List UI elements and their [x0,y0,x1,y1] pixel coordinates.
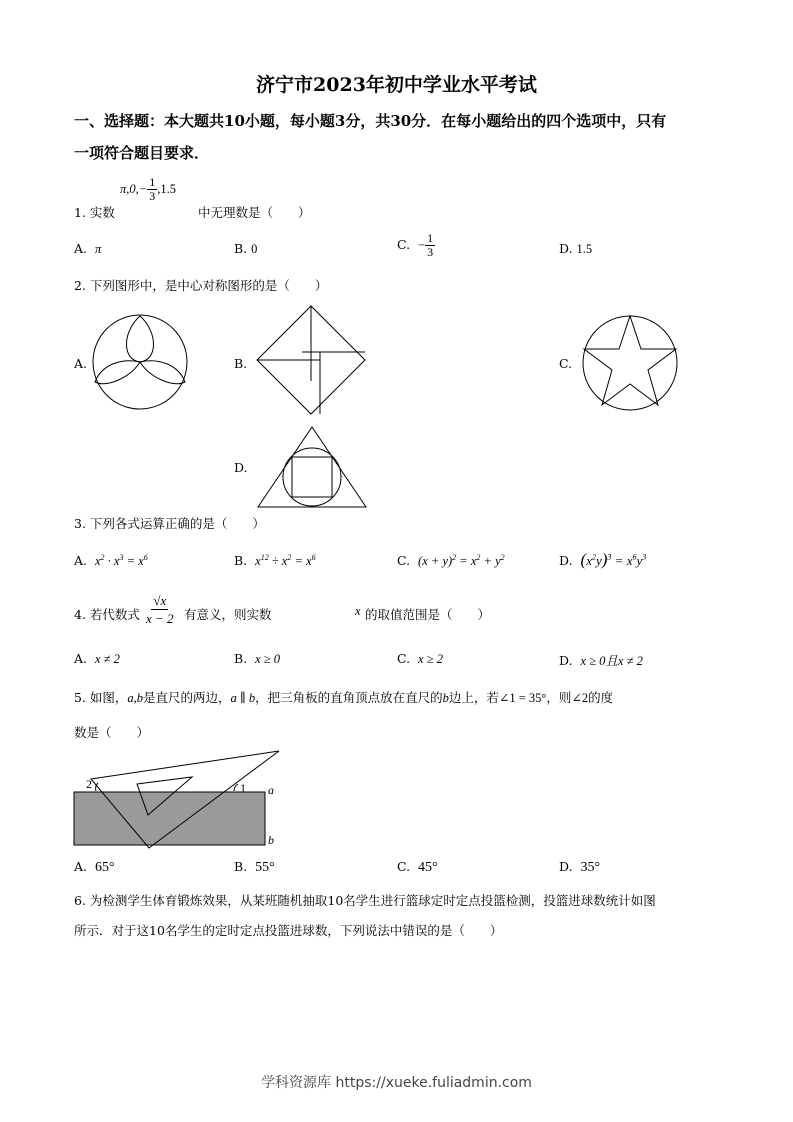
q1-option-b[interactable] [234,241,257,257]
q5-option-d[interactable] [559,859,600,876]
q4-var: x [355,604,361,618]
option-label: A. [74,241,88,256]
q1-option-c[interactable] [397,232,435,259]
q2-option-c-label[interactable]: C. [559,356,573,371]
option-text: x ≥ 0 [255,652,281,666]
section-header-line1: 一、选择题：本大题共10小题，每小题3分，共30分．在每小题给出的四个选项中，只有 [74,112,667,130]
option-label: A. [74,553,88,569]
q5-option-b[interactable] [234,859,275,876]
q5-text: ，把三角板的直角顶点放在直尺的 [255,690,443,705]
q4-fraction [146,592,174,627]
q2-option-b-label[interactable]: B. [234,356,248,371]
q3-option-d[interactable] [559,550,646,570]
q3-stem: 3. 下列各式运算正确的是（ ） [74,516,265,531]
option-label: B. [234,553,248,569]
q2-option-d-label[interactable]: D. [234,460,248,475]
option-text: 65° [94,860,115,875]
option-text: 45° [418,860,438,875]
q4-option-c[interactable] [397,651,443,667]
option-expression: $(x + y)^2 = x^2 + y^2$ [418,553,505,569]
option-expression: $x^2 \cdot x^3 = x^6$ [94,553,148,569]
option-frac-num: 1 [427,231,434,245]
q4-suffix: 的取值范围是（ ） [365,607,491,622]
option-label: D. [559,653,573,668]
q4-option-a[interactable] [74,651,120,667]
option-frac-den: 3 [427,245,434,259]
q4-option-b[interactable] [234,651,280,667]
q5-text: 5. 如图， [74,690,128,705]
q5-text: 是直尺的两边， [143,690,231,705]
q2-option-a-label[interactable]: A. [74,356,88,371]
option-text: 35° [580,860,601,875]
q1-fraction [147,176,157,203]
option-text: π [94,242,102,256]
q5-figure[interactable] [74,750,284,850]
q2-figure-a[interactable] [92,312,188,412]
q4-mid: 有意义，则实数 [184,607,272,622]
option-label: A. [74,859,88,874]
q1-expr-pre: π,0,− [120,182,148,196]
option-label: B. [234,241,248,256]
q4-frac-den: x − 2 [146,611,174,626]
option-label: D. [559,241,573,256]
q3-option-c[interactable] [397,553,505,569]
q5-parallel: a ∥ b [230,691,256,705]
section-header-line2: 一项符合题目要求． [74,144,210,162]
q2-figure-d[interactable] [256,425,368,509]
q3-option-a[interactable] [74,553,148,569]
option-expression: $x^{12} \div x^2 = x^6$ [255,553,316,569]
q5-text: 的度 [588,690,614,705]
q4-frac-num: √x [153,593,167,608]
q1-prefix: 1. 实数 [74,205,115,220]
option-label: D. [559,859,573,874]
q1-option-d[interactable] [559,241,592,257]
q5-var-b: b [442,691,449,705]
angle1-arc [234,784,238,791]
q5-label-a: a [268,783,274,797]
q5-angle1: ∠1 = 35° [498,691,547,705]
q2-figure-c[interactable] [582,314,678,412]
q5-option-c[interactable] [397,859,438,876]
q5-line2: 数是（ ） [74,725,150,740]
q2-stem: 2. 下列图形中，是中心对称图形的是（ ） [74,278,328,293]
option-label: D. [559,553,573,568]
option-label: A. [74,651,88,666]
q5-var-ab: a,b [127,691,144,705]
q1-expression [120,176,176,203]
q1-suffix: 中无理数是（ ） [198,205,311,220]
q4-prefix: 4. 若代数式 [74,607,140,622]
option-text: 0 [251,242,258,256]
option-label: C. [397,553,411,569]
q1-frac-den: 3 [149,189,156,203]
q5-text: 边上，若 [448,690,499,705]
q6-line2: 所示．对于这10名学生的定时定点投篮进球数，下列说法中错误的是（ ） [74,923,503,938]
footer-watermark[interactable]: 学科资源库 https://xueke.fuliadmin.com [261,1075,532,1091]
option-text: x ≥ 2 [418,652,443,666]
q2-figure-b[interactable] [256,305,366,417]
q5-line1 [74,688,613,706]
option-expression: $(x^2y)^3 = x^6y^3$ [580,550,647,569]
q1-expr-post: ,1.5 [157,182,176,196]
q5-text: ，则 [546,690,572,705]
option-label: B. [234,859,248,874]
q1-option-a[interactable] [74,241,101,257]
q5-option-a[interactable] [74,859,115,876]
page-title: 济宁市2023年初中学业水平考试 [256,74,537,96]
option-text: 55° [255,860,275,875]
option-text: x ≥ 0且x ≠ 2 [580,654,643,668]
q5-label-b: b [268,833,274,847]
option-text: x ≠ 2 [94,652,120,666]
option-label: C. [397,651,411,666]
q4-option-d[interactable] [559,651,643,669]
ruler-shape [74,792,265,845]
q5-label-2: 2 [86,777,92,791]
q1-frac-num: 1 [149,175,156,189]
option-fraction [425,232,435,259]
q6-line1: 6. 为检测学生体育锻炼效果，从某班随机抽取10名学生进行篮球定时定点投篮检测，投篮进球数统计如图 [74,893,656,908]
option-label: C. [397,237,411,252]
option-label: B. [234,651,248,666]
option-label: C. [397,859,411,874]
option-minus: − [418,238,426,252]
q5-label-1: 1 [240,781,246,795]
q3-option-b[interactable] [234,553,316,569]
option-text: 1.5 [576,242,593,256]
q5-angle2: ∠2 [571,691,589,705]
